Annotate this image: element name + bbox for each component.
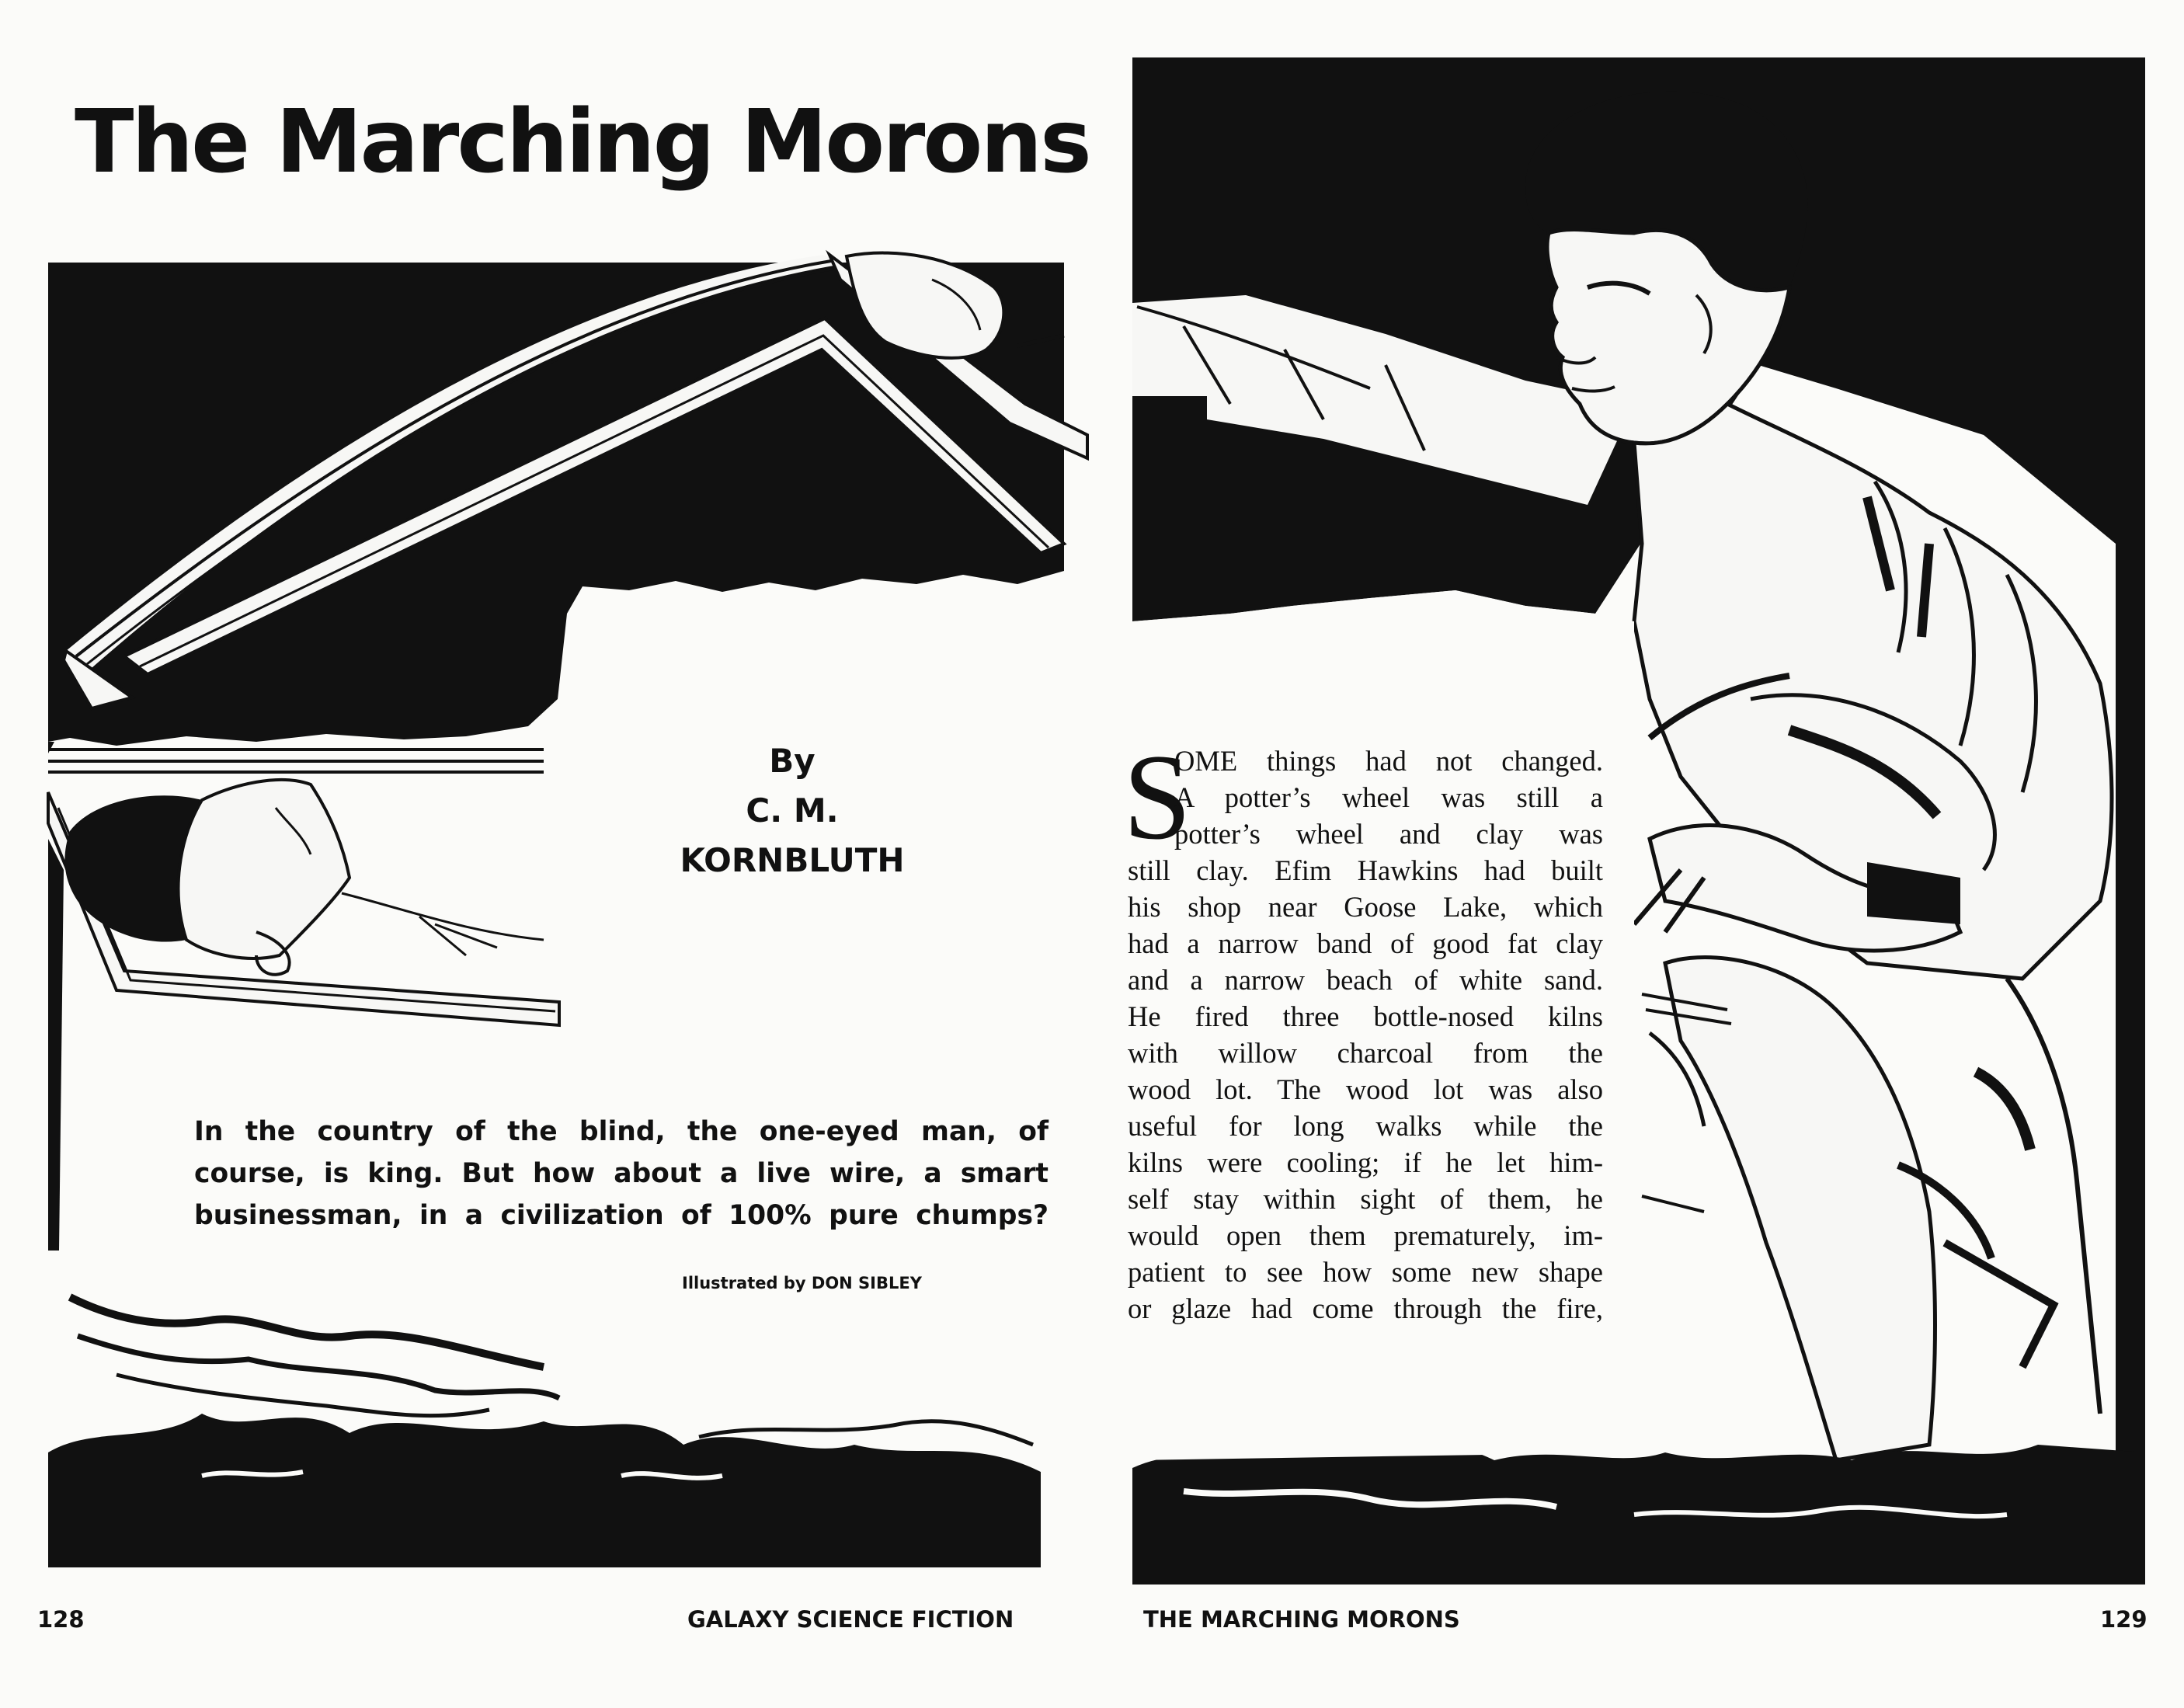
story-line: and a narrow beach of white sand. <box>1128 964 1603 996</box>
left-page <box>0 0 1090 1708</box>
story-line: kilns were cooling; if he let him- <box>1128 1146 1603 1178</box>
story-line: had a narrow band of good fat clay <box>1128 927 1603 959</box>
story-line: still clay. Efim Hawkins had built <box>1128 854 1603 886</box>
story-line: wood lot. The wood lot was also <box>1128 1073 1603 1105</box>
story-line: self stay within sight of them, he <box>1128 1183 1603 1215</box>
byline-surname: KORNBLUTH <box>680 841 905 879</box>
byline <box>637 736 948 885</box>
story-line: He fired three bottle-nosed kilns <box>1128 1000 1603 1032</box>
story-line: would open them prematurely, im- <box>1128 1219 1603 1251</box>
story-line: useful for long walks while the <box>1128 1110 1603 1142</box>
drop-cap: S <box>1123 729 1191 865</box>
story-line: patient to see how some new shape <box>1128 1256 1603 1288</box>
blurb-line: course, is king. But how about a live wire, a smart <box>194 1158 1049 1189</box>
story-text <box>1128 743 1603 1327</box>
story-line: potter’s wheel and clay was <box>1174 818 1603 850</box>
byline-initials: C. M. <box>746 791 839 830</box>
story-blurb <box>194 1111 1049 1237</box>
running-head-left: GALAXY SCIENCE FICTION <box>687 1606 1014 1633</box>
page-number-left: 128 <box>37 1606 85 1633</box>
blurb-line: In the country of the blind, the one-eyed man, of <box>194 1116 1049 1147</box>
byline-by: By <box>769 742 816 780</box>
story-title: The Marching Morons <box>75 92 1090 193</box>
page-number-right: 129 <box>2100 1606 2147 1633</box>
story-line: with willow charcoal from the <box>1128 1037 1603 1069</box>
story-line: or glaze had come through the fire, <box>1128 1292 1603 1324</box>
running-head-right: THE MARCHING MORONS <box>1143 1606 1460 1633</box>
story-line: A potter’s wheel was still a <box>1174 781 1603 813</box>
illustration-credit: Illustrated by DON SIBLEY <box>682 1274 922 1292</box>
story-line: his shop near Goose Lake, which <box>1128 891 1603 923</box>
story-line: OME things had not changed. <box>1174 745 1603 777</box>
blurb-line: businessman, in a civilization of 100% pure chumps? <box>194 1200 1049 1231</box>
